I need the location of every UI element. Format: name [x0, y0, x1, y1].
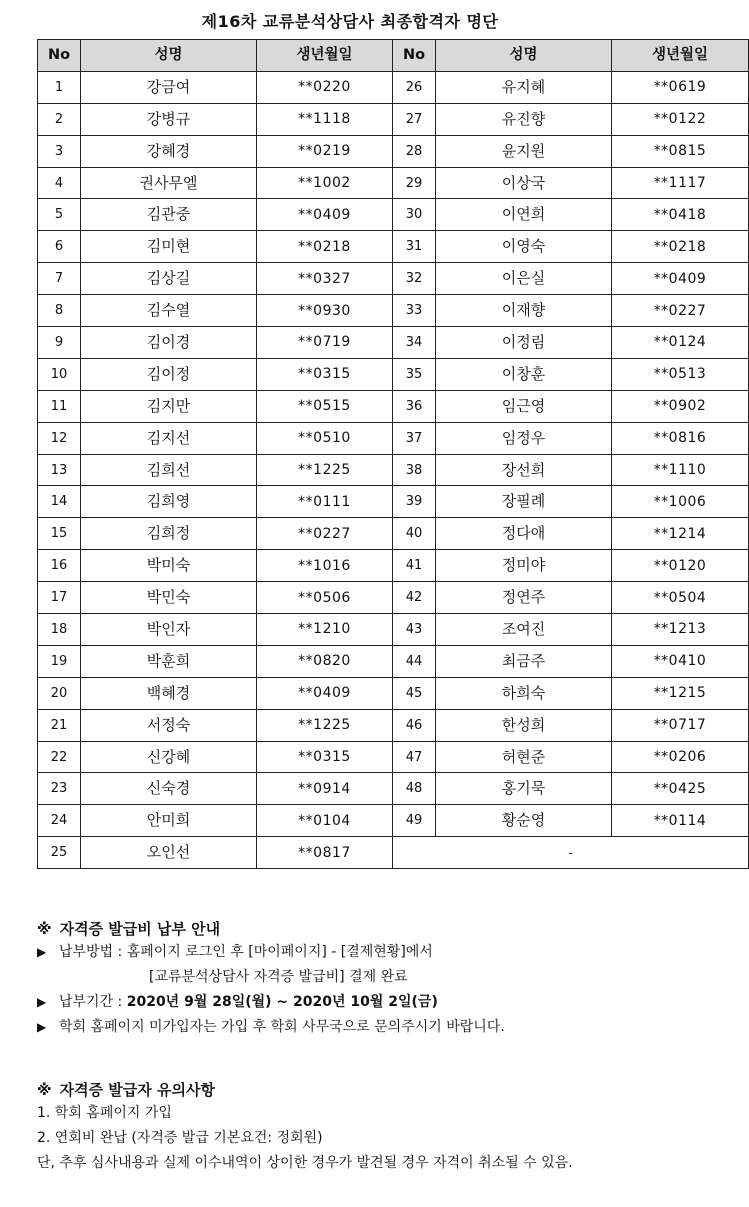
row-number: 15 [38, 518, 81, 550]
candidate-name: 박미숙 [81, 550, 257, 582]
row-number: 14 [38, 486, 81, 518]
birth-date: **0315 [257, 358, 393, 390]
row-number: 35 [393, 358, 436, 390]
row-number: 22 [38, 741, 81, 773]
header-no-right: No [393, 40, 436, 72]
table-row [38, 327, 749, 359]
row-number: 20 [38, 677, 81, 709]
candidate-name: 유지혜 [436, 71, 612, 103]
row-number: 32 [393, 263, 436, 295]
row-number: 37 [393, 422, 436, 454]
candidate-name: 서정숙 [81, 709, 257, 741]
candidate-name: 허현준 [436, 741, 612, 773]
row-number: 7 [38, 263, 81, 295]
row-number: 33 [393, 295, 436, 327]
row-number: 3 [38, 135, 81, 167]
row-number: 41 [393, 550, 436, 582]
header-birth-right: 생년월일 [612, 40, 749, 72]
birth-date: **0122 [612, 103, 749, 135]
candidate-name: 권사무엘 [81, 167, 257, 199]
candidate-name: 김희영 [81, 486, 257, 518]
row-number: 23 [38, 773, 81, 805]
birth-date: **0902 [612, 390, 749, 422]
candidate-name: 홍기묵 [436, 773, 612, 805]
row-number: 2 [38, 103, 81, 135]
birth-date: **1117 [612, 167, 749, 199]
issuance-footnote: 단, 추후 심사내용과 실제 이수내역이 상이한 경우가 발견될 경우 자격이 취소될 수 있음. [37, 1155, 573, 1171]
candidate-name: 박민숙 [81, 582, 257, 614]
row-number: 11 [38, 390, 81, 422]
candidate-name: 김수열 [81, 295, 257, 327]
candidate-name: 강혜경 [81, 135, 257, 167]
header-name-left: 성명 [81, 40, 257, 72]
issuance-item-1: 1. 학회 홈페이지 가입 [37, 1105, 172, 1121]
table-row [38, 486, 749, 518]
payment-heading: ※ 자격증 발급비 납부 안내 [37, 920, 221, 938]
candidate-name: 정다애 [436, 518, 612, 550]
row-number: 26 [393, 71, 436, 103]
candidate-name: 김이정 [81, 358, 257, 390]
birth-date: **0425 [612, 773, 749, 805]
birth-date: **0327 [257, 263, 393, 295]
table-row [38, 614, 749, 646]
candidate-name: 백혜경 [81, 677, 257, 709]
candidate-name: 임근영 [436, 390, 612, 422]
payment-notice [37, 918, 677, 1040]
table-row [38, 263, 749, 295]
birth-date: **0914 [257, 773, 393, 805]
table-row [38, 295, 749, 327]
header-birth-left: 생년월일 [257, 40, 393, 72]
payment-period-line [37, 990, 677, 1015]
issuance-notice [37, 1079, 677, 1176]
payment-period-value: 2020년 9월 28일(월) ~ 2020년 10월 2일(금) [126, 994, 438, 1010]
candidate-name: 오인선 [81, 837, 257, 869]
page-title: 제16차 교류분석상담사 최종합격자 명단 [201, 12, 499, 31]
birth-date: **1110 [612, 454, 749, 486]
row-number: 16 [38, 550, 81, 582]
row-number: 21 [38, 709, 81, 741]
row-number: 5 [38, 199, 81, 231]
row-number: 17 [38, 582, 81, 614]
candidate-name: 김희정 [81, 518, 257, 550]
row-number: 19 [38, 645, 81, 677]
table-row [38, 645, 749, 677]
payment-method-text: 홈페이지 로그인 후 [마이페이지] - [결제현황]에서 [126, 944, 433, 960]
candidate-name: 장필례 [436, 486, 612, 518]
empty-cell: - [393, 837, 749, 869]
row-number: 47 [393, 741, 436, 773]
birth-date: **1006 [612, 486, 749, 518]
row-number: 49 [393, 805, 436, 837]
table-row [38, 358, 749, 390]
row-number: 40 [393, 518, 436, 550]
birth-date: **1213 [612, 614, 749, 646]
issuance-item-2: 2. 연회비 완납 (자격증 발급 기본요건: 정회원) [37, 1130, 323, 1146]
candidate-name: 조여진 [436, 614, 612, 646]
birth-date: **1118 [257, 103, 393, 135]
candidate-name: 김지선 [81, 422, 257, 454]
birth-date: **1214 [612, 518, 749, 550]
birth-date: **0410 [612, 645, 749, 677]
birth-date: **0515 [257, 390, 393, 422]
row-number: 9 [38, 327, 81, 359]
row-number: 48 [393, 773, 436, 805]
header-no-left: No [38, 40, 81, 72]
row-number: 13 [38, 454, 81, 486]
table-row [38, 582, 749, 614]
candidate-name: 김이경 [81, 327, 257, 359]
row-number: 38 [393, 454, 436, 486]
candidate-name: 유진향 [436, 103, 612, 135]
table-row [38, 103, 749, 135]
birth-date: **0219 [257, 135, 393, 167]
birth-date: **0506 [257, 582, 393, 614]
row-number: 31 [393, 231, 436, 263]
candidate-name: 최금주 [436, 645, 612, 677]
candidate-name: 신강혜 [81, 741, 257, 773]
birth-date: **0717 [612, 709, 749, 741]
row-number: 36 [393, 390, 436, 422]
candidate-name: 윤지원 [436, 135, 612, 167]
birth-date: **0104 [257, 805, 393, 837]
candidate-name: 박인자 [81, 614, 257, 646]
results-table [37, 39, 749, 869]
row-number: 12 [38, 422, 81, 454]
row-number: 8 [38, 295, 81, 327]
birth-date: **0111 [257, 486, 393, 518]
payment-method-label: 납부방법 : [59, 944, 127, 960]
birth-date: **1210 [257, 614, 393, 646]
birth-date: **0513 [612, 358, 749, 390]
birth-date: **0124 [612, 327, 749, 359]
row-number: 42 [393, 582, 436, 614]
table-row [38, 518, 749, 550]
candidate-name: 강금여 [81, 71, 257, 103]
table-row [38, 231, 749, 263]
payment-method-line-2: [교류분석상담사 자격증 발급비] 결제 완료 [149, 969, 408, 985]
row-number: 4 [38, 167, 81, 199]
candidate-name: 이영숙 [436, 231, 612, 263]
birth-date: **0815 [612, 135, 749, 167]
candidate-name: 박훈희 [81, 645, 257, 677]
table-row [38, 71, 749, 103]
candidate-name: 황순영 [436, 805, 612, 837]
row-number: 27 [393, 103, 436, 135]
row-number: 46 [393, 709, 436, 741]
triangle-bullet-icon: ▶ [37, 945, 47, 959]
candidate-name: 김지만 [81, 390, 257, 422]
birth-date: **0220 [257, 71, 393, 103]
birth-date: **0218 [257, 231, 393, 263]
candidate-name: 이창훈 [436, 358, 612, 390]
candidate-name: 안미희 [81, 805, 257, 837]
birth-date: **0816 [612, 422, 749, 454]
payment-period-label: 납부기간 : [59, 994, 127, 1010]
birth-date: **0510 [257, 422, 393, 454]
birth-date: **1016 [257, 550, 393, 582]
candidate-name: 신숙경 [81, 773, 257, 805]
candidate-name: 이정림 [436, 327, 612, 359]
table-row [38, 390, 749, 422]
birth-date: **1225 [257, 454, 393, 486]
table-row [38, 773, 749, 805]
header-name-right: 성명 [436, 40, 612, 72]
row-number: 44 [393, 645, 436, 677]
row-number: 30 [393, 199, 436, 231]
birth-date: **0409 [257, 199, 393, 231]
row-number: 10 [38, 358, 81, 390]
birth-date: **0930 [257, 295, 393, 327]
candidate-name: 이상국 [436, 167, 612, 199]
birth-date: **0218 [612, 231, 749, 263]
table-row [38, 199, 749, 231]
candidate-name: 김희선 [81, 454, 257, 486]
birth-date: **0114 [612, 805, 749, 837]
birth-date: **0409 [257, 677, 393, 709]
birth-date: **0504 [612, 582, 749, 614]
birth-date: **0817 [257, 837, 393, 869]
table-row [38, 135, 749, 167]
row-number: 34 [393, 327, 436, 359]
candidate-name: 김상길 [81, 263, 257, 295]
birth-date: **0619 [612, 71, 749, 103]
candidate-name: 장선희 [436, 454, 612, 486]
candidate-name: 이재향 [436, 295, 612, 327]
row-number: 29 [393, 167, 436, 199]
membership-notice-line [37, 1015, 677, 1040]
candidate-name: 정미야 [436, 550, 612, 582]
candidate-name: 하희숙 [436, 677, 612, 709]
reference-mark-icon: ※ [37, 1081, 52, 1099]
row-number: 45 [393, 677, 436, 709]
birth-date: **0227 [257, 518, 393, 550]
payment-method-line [37, 940, 677, 965]
table-row [38, 837, 749, 869]
birth-date: **1225 [257, 709, 393, 741]
row-number: 6 [38, 231, 81, 263]
membership-notice-text: 학회 홈페이지 미가입자는 가입 후 학회 사무국으로 문의주시기 바랍니다. [59, 1019, 505, 1035]
table-row [38, 677, 749, 709]
table-row [38, 741, 749, 773]
row-number: 18 [38, 614, 81, 646]
row-number: 39 [393, 486, 436, 518]
birth-date: **0409 [612, 263, 749, 295]
birth-date: **0418 [612, 199, 749, 231]
table-row [38, 422, 749, 454]
row-number: 1 [38, 71, 81, 103]
table-header-row [38, 40, 749, 72]
birth-date: **1215 [612, 677, 749, 709]
table-row [38, 454, 749, 486]
birth-date: **0315 [257, 741, 393, 773]
triangle-bullet-icon: ▶ [37, 995, 47, 1009]
birth-date: **0227 [612, 295, 749, 327]
candidate-name: 정연주 [436, 582, 612, 614]
table-row [38, 167, 749, 199]
triangle-bullet-icon: ▶ [37, 1020, 47, 1034]
birth-date: **0120 [612, 550, 749, 582]
table-row [38, 805, 749, 837]
candidate-name: 이연희 [436, 199, 612, 231]
reference-mark-icon: ※ [37, 920, 52, 938]
row-number: 25 [38, 837, 81, 869]
birth-date: **0820 [257, 645, 393, 677]
row-number: 43 [393, 614, 436, 646]
candidate-name: 김미현 [81, 231, 257, 263]
birth-date: **1002 [257, 167, 393, 199]
candidate-name: 임정우 [436, 422, 612, 454]
table-row [38, 550, 749, 582]
candidate-name: 한성희 [436, 709, 612, 741]
candidate-name: 김관중 [81, 199, 257, 231]
candidate-name: 강병규 [81, 103, 257, 135]
candidate-name: 이은실 [436, 263, 612, 295]
table-row [38, 709, 749, 741]
birth-date: **0719 [257, 327, 393, 359]
row-number: 24 [38, 805, 81, 837]
issuance-heading: ※ 자격증 발급자 유의사항 [37, 1081, 215, 1099]
row-number: 28 [393, 135, 436, 167]
birth-date: **0206 [612, 741, 749, 773]
table-body [38, 71, 749, 868]
